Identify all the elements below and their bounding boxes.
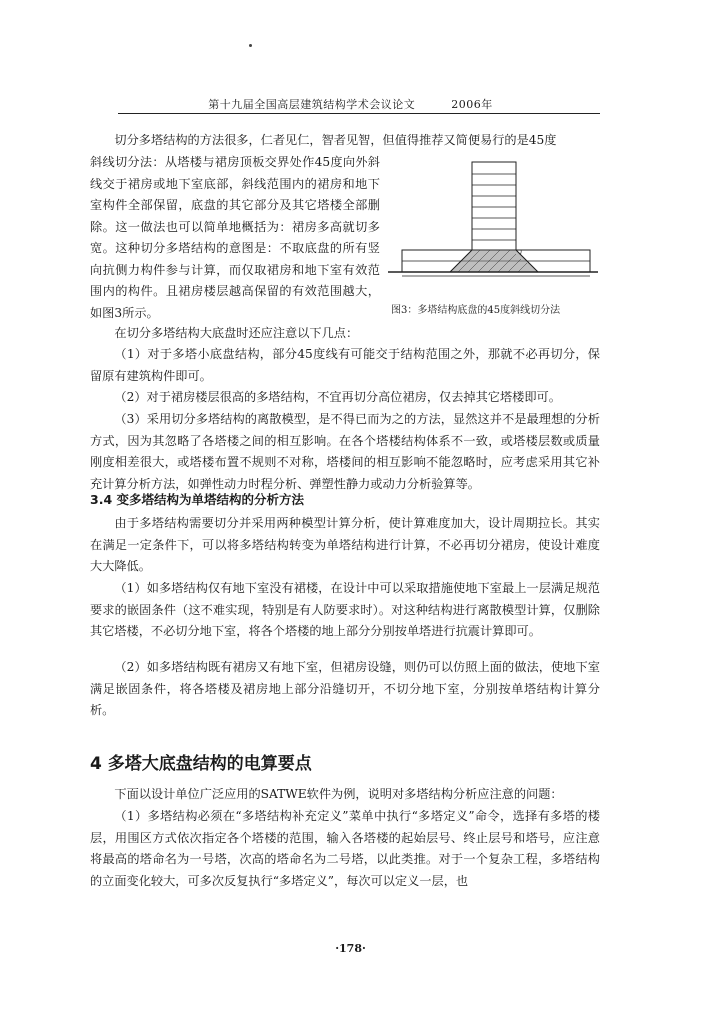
- note-3: （3）采用切分多塔结构的离散模型，是不得已而为之的方法，显然这并不是最理想的分析方式，因为其忽略了各塔楼之间的相互影响。在各个塔楼结构体系不一致，或塔楼层数或质量刚度相差很大，或塔楼布置不规则不对称，塔楼间的相互影响不能忽略时，应考虑采用其它补充计算分析方法，如弹性动力时程分析、弹塑性静力或动力分析验算等。: [90, 412, 600, 491]
- section-4-item-1: （1）多塔结构必须在“多塔结构补充定义”菜单中执行“多塔定义”命令，选择有多塔的楼层，用围区方式依次指定各个塔楼的范围，输入各塔楼的起始层号、终止层号和塔号，应注意将最高的塔命名为一号塔，次高的塔命名为二号塔，以此类推。对于一个复杂工程，多塔结构的立面变化较大，可多次反复执行“多塔定义”，每次可以定义一层，也: [90, 809, 600, 888]
- section-3-4-heading: 3.4 变多塔结构为单塔结构的分析方法: [90, 492, 304, 507]
- running-header: [0, 96, 701, 112]
- scan-speck: [249, 44, 252, 47]
- notes-intro: 在切分多塔结构大底盘时还应注意以下几点：: [114, 326, 359, 340]
- note-2: （2）对于裙房楼层很高的多塔结构，不宜再切分高位裙房，仅去掉其它塔楼即可。: [114, 390, 561, 404]
- page-number: ·178·: [335, 942, 366, 955]
- intro-first-line: 切分多塔结构的方法很多，仁者见仁，智者见智，但值得推荐又简便易行的是45度: [114, 133, 557, 147]
- figure-caption: 图3：多塔结构底盘的45度斜线切分法: [391, 305, 561, 316]
- intro-wrapped-text: 斜线切分法：从塔楼与裙房顶板交界处作45度向外斜线交于裙房或地下室底部，斜线范围内的裙房和地下室构件全部保留，底盘的其它部分及其它塔楼全部删除。这一做法也可以简单地概括为：裙房多高就切多宽。这种切分多塔结构的意图是：不取底盘的所有竖向抗侧力构件参与计算，而仅取裙房和地下室有效范围内的构件。且裙房楼层越高保留的有效范围越大，如图3所示。: [90, 155, 380, 320]
- header-year: 2006年: [451, 98, 493, 111]
- section-3-4-intro: 由于多塔结构需要切分并采用两种模型计算分析，使计算难度加大，设计周期拉长。其实在满足一定条件下，可以将多塔结构转变为单塔结构进行计算，不必再切分裙房，使设计难度大大降低。: [90, 516, 600, 573]
- section-3-4-item-2: （2）如多塔结构既有裙房又有地下室，但裙房设缝，则仍可以仿照上面的做法，使地下室满足嵌固条件，将各塔楼及裙房地上部分沿缝切开，不切分地下室，分别按单塔结构计算分析。: [90, 660, 600, 717]
- header-rule: [118, 113, 600, 114]
- section-4-heading: 4 多塔大底盘结构的电算要点: [90, 754, 312, 774]
- note-1: （1）对于多塔小底盘结构，部分45度线有可能交于结构范围之外，那就不必再切分，保留原有建筑构件即可。: [90, 347, 600, 383]
- header-title: 第十九届全国高层建筑结构学术会议论文: [208, 98, 416, 111]
- figure-45-degree-cut: [388, 154, 598, 294]
- section-4-intro: 下面以设计单位广泛应用的SATWE软件为例，说明对多塔结构分析应注意的问题：: [114, 787, 563, 801]
- section-3-4-item-1: （1）如多塔结构仅有地下室没有裙楼，在设计中可以采取措施使地下室最上一层满足规范要求的嵌固条件（这不难实现，特别是有人防要求时）。对这种结构进行离散模型计算，仅删除其它塔楼，不必切分地下室，将各个塔楼的地上部分分别按单塔进行抗震计算即可。: [90, 581, 600, 638]
